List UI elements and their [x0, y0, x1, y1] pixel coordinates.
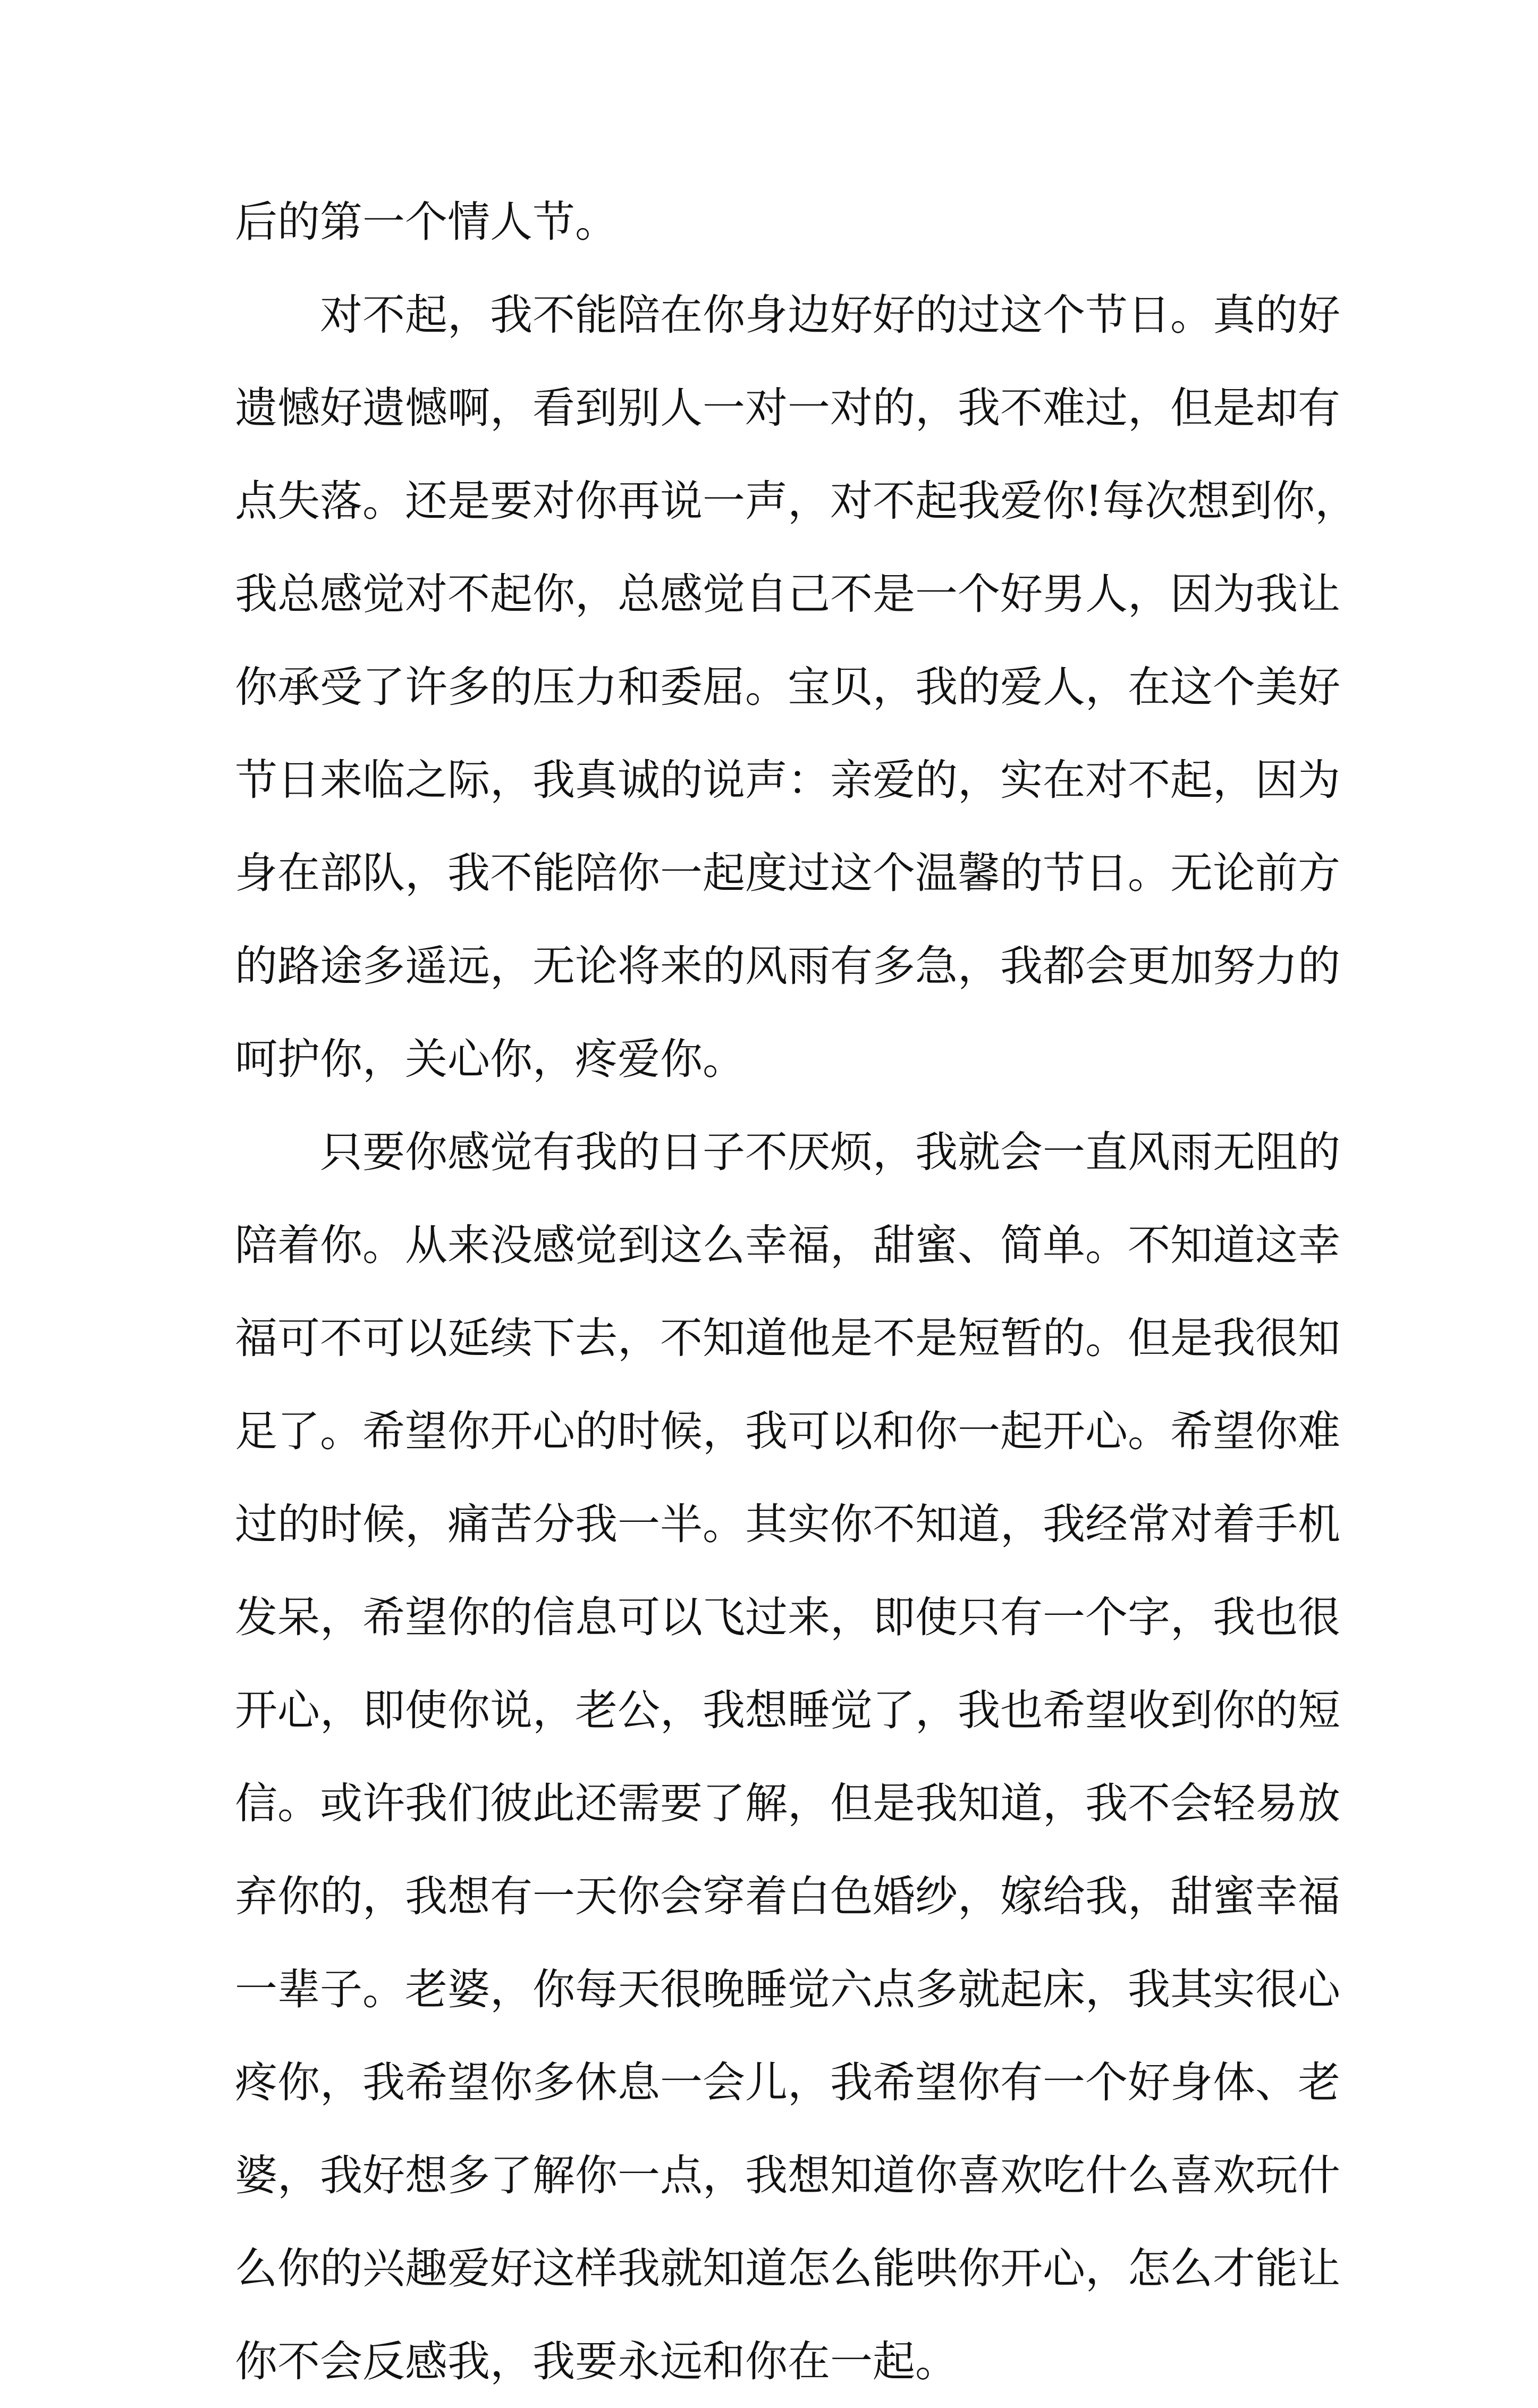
text-line: 的路途多遥远，无论将来的风雨有多急，我都会更加努力的 — [235, 941, 1340, 991]
text-line: 只要你感觉有我的日子不厌烦，我就会一直风雨无阻的 — [320, 1127, 1340, 1177]
text-line: 过的时候，痛苦分我一半。其实你不知道，我经常对着手机 — [235, 1500, 1340, 1549]
text-line: 开心，即使你说，老公，我想睡觉了，我也希望收到你的短 — [235, 1686, 1340, 1735]
text-line: 对不起，我不能陪在你身边好好的过这个节日。真的好 — [320, 290, 1340, 340]
text-line: 疼你，我希望你多休息一会儿，我希望你有一个好身体、老 — [235, 2058, 1340, 2107]
text-line: 你不会反感我，我要永远和你在一起。 — [235, 2337, 958, 2386]
text-line: 你承受了许多的压力和委屈。宝贝，我的爱人，在这个美好 — [235, 662, 1340, 712]
text-line: 福可不可以延续下去，不知道他是不是短暂的。但是我很知 — [235, 1314, 1340, 1363]
text-line: 节日来临之际，我真诚的说声：亲爱的，实在对不起，因为 — [235, 755, 1340, 805]
text-line: 一辈子。老婆，你每天很晚睡觉六点多就起床，我其实很心 — [235, 1965, 1340, 2014]
text-line: 遗憾好遗憾啊，看到别人一对一对的，我不难过，但是却有 — [235, 383, 1340, 433]
text-line: 后的第一个情人节。 — [235, 197, 618, 247]
text-line: 婆，我好想多了解你一点，我想知道你喜欢吃什么喜欢玩什 — [235, 2151, 1340, 2200]
body-text — [235, 175, 1358, 2408]
text-line: 点失落。还是要对你再说一声，对不起我爱你!每次想到你， — [235, 476, 1358, 526]
text-line: 信。或许我们彼此还需要了解，但是我知道，我不会轻易放 — [235, 1779, 1340, 1828]
text-line: 陪着你。从来没感觉到这么幸福，甜蜜、简单。不知道这幸 — [235, 1220, 1340, 1270]
text-line: 身在部队，我不能陪你一起度过这个温馨的节日。无论前方 — [235, 848, 1340, 898]
text-line: 我总感觉对不起你，总感觉自己不是一个好男人，因为我让 — [235, 569, 1340, 619]
text-line: 足了。希望你开心的时候，我可以和你一起开心。希望你难 — [235, 1407, 1340, 1456]
text-line: 么你的兴趣爱好这样我就知道怎么能哄你开心，怎么才能让 — [235, 2244, 1340, 2293]
text-line: 弃你的，我想有一天你会穿着白色婚纱，嫁给我，甜蜜幸福 — [235, 1872, 1340, 1921]
text-line: 发呆，希望你的信息可以飞过来，即使只有一个字，我也很 — [235, 1593, 1340, 1642]
text-line: 呵护你，关心你，疼爱你。 — [235, 1034, 745, 1084]
